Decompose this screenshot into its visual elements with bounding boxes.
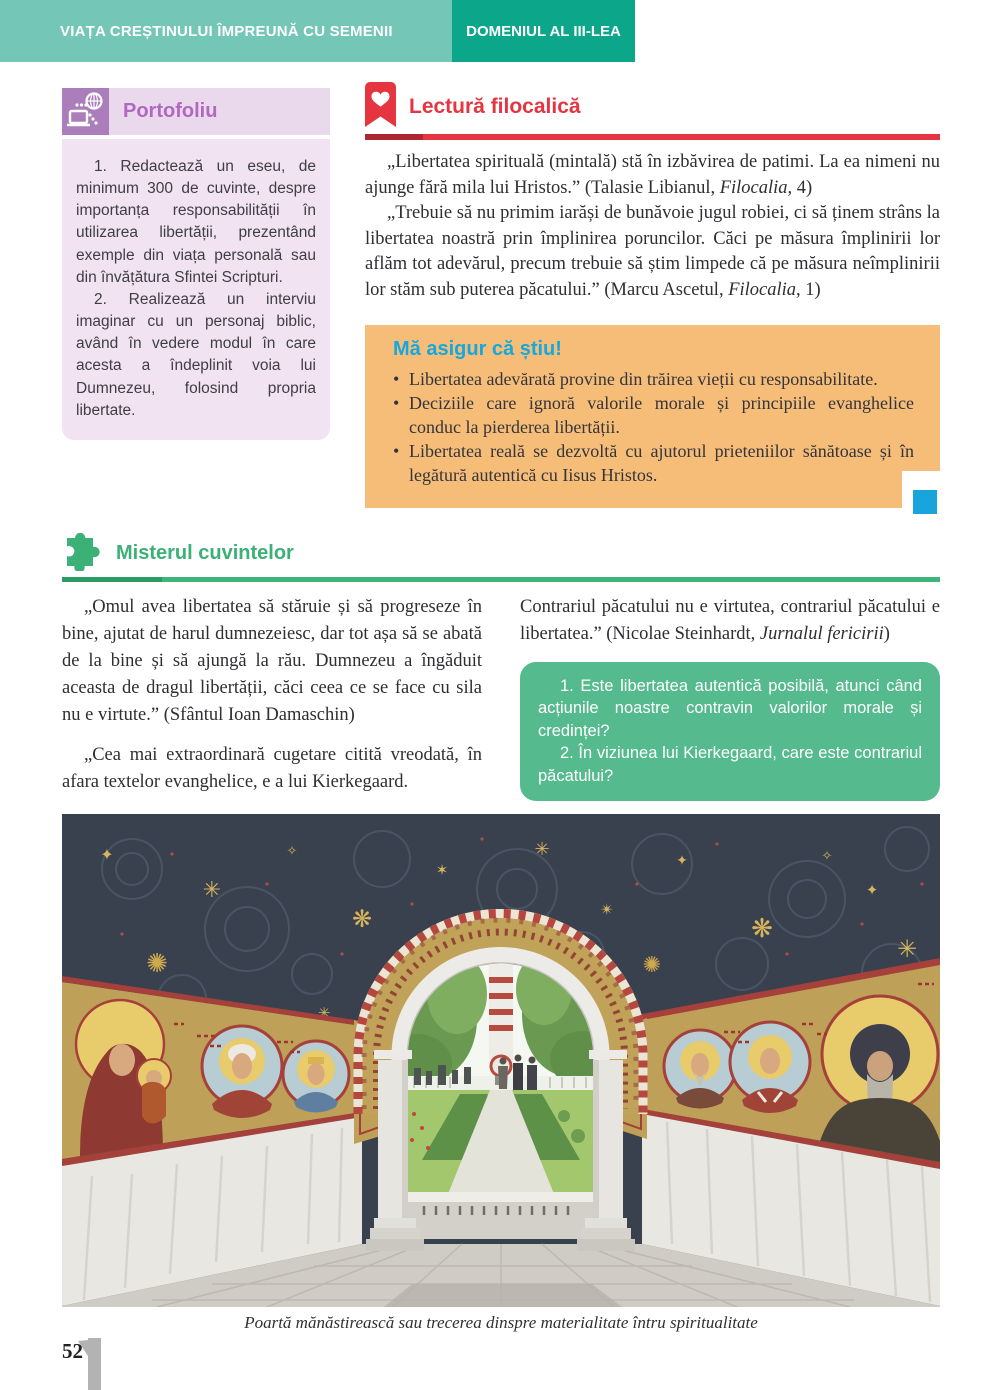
domain-badge xyxy=(452,0,635,62)
lectura-header xyxy=(365,84,940,130)
svg-text:❋: ❋ xyxy=(351,905,373,933)
know-bullet-1: • Libertatea adevărată provine din trăirea vieții cu responsabilitate. xyxy=(393,368,914,392)
svg-text:✧: ✧ xyxy=(821,849,833,864)
portfolio-task-2: 2. Realizează un interviu imaginar cu un personaj biblic, având în vedere modul în care acesta a îndeplinit voia lui Dumnezeu, folosind propria libertate. xyxy=(76,290,316,419)
portfolio-title-bar xyxy=(109,88,330,135)
svg-text:✳: ✳ xyxy=(896,935,918,963)
right-column xyxy=(520,594,940,801)
mystery-rule xyxy=(62,577,940,582)
portfolio-tasks xyxy=(62,139,330,440)
lectura-rule xyxy=(365,134,940,140)
chapter-title: VIAȚA CREȘTINULUI ÎMPREUNĂ CU SEMENII xyxy=(60,22,393,40)
svg-text:✶: ✶ xyxy=(435,861,449,879)
svg-text:✴: ✴ xyxy=(600,900,614,919)
lectura-quote-1: „Libertatea spirituală (mintală) stă în izbăvirea de patimi. La ea nimeni nu ajunge fără mila lui Hristos.” (Talasie Libianul, Filocalia, 4) xyxy=(365,152,940,198)
top-band xyxy=(0,0,635,62)
domain-label: DOMENIUL AL III-LEA xyxy=(466,22,621,40)
laptop-globe-icon xyxy=(62,88,109,135)
know-box xyxy=(365,325,940,508)
svg-text:❋: ❋ xyxy=(751,914,773,944)
corner-marker xyxy=(902,471,948,521)
left-column xyxy=(62,594,482,801)
svg-text:✺: ✺ xyxy=(642,953,662,978)
svg-text:✳: ✳ xyxy=(317,1004,331,1022)
portfolio-title: Portofoliu xyxy=(123,100,218,122)
bookmark-tab-icon xyxy=(88,1338,101,1390)
know-box-list xyxy=(393,368,914,488)
cyan-square-icon xyxy=(913,490,937,514)
chapter-band xyxy=(0,0,452,62)
svg-text:✦: ✦ xyxy=(865,881,879,899)
questions-box xyxy=(520,662,940,801)
svg-text:✶: ✶ xyxy=(471,934,483,949)
know-box-title: Mă asigur că știu! xyxy=(393,338,562,360)
mystery-header xyxy=(62,531,940,575)
two-column-text xyxy=(62,594,940,801)
portfolio-task-1: 1. Redactează un eseu, de minimum 300 de cuvinte, despre importanța responsabilității în utilizarea libertății, prezentând exemple din viața personală sau din învățătura Sfintei Scripturi. xyxy=(76,158,316,286)
lectura-section xyxy=(365,84,940,303)
know-bullet-3: • Libertatea reală se dezvoltă cu ajutorul prieteniilor sănătoase și în legătură autentică cu Iisus Hristos. xyxy=(393,440,914,488)
svg-text:✦: ✦ xyxy=(100,845,114,864)
damaschin-quote: „Omul avea libertatea să stăruie și să progreseze în bine, ajutat de harul dumnezeiesc, dar tot așa să se abată de la bine și să ajungă la rău. Dumnezeu a îngăduit aceasta de dragul libertății, căci ceea ce se face cu sila nu e virtute.” (Sfântul Ioan Damaschin) xyxy=(62,597,482,725)
svg-text:✳: ✳ xyxy=(534,839,550,860)
question-2: 2. În viziunea lui Kierkegaard, care este contrariul păcatului? xyxy=(538,744,922,785)
know-bullet-2: • Deciziile care ignoră valorile morale și principiile evanghelice conduc la pierderea libertății. xyxy=(393,392,914,440)
monastery-gate-photo xyxy=(62,814,940,1307)
svg-text:✺: ✺ xyxy=(146,949,168,979)
page-footer xyxy=(62,1338,101,1390)
bookmark-heart-icon xyxy=(365,82,396,132)
svg-text:✦: ✦ xyxy=(676,853,688,869)
photo-caption: Poartă mănăstirească sau trecerea dinspre materialitate întru spiritualitate xyxy=(244,1313,758,1332)
lectura-text xyxy=(365,150,940,303)
portfolio-header xyxy=(62,88,330,135)
page-number: 52 xyxy=(62,1339,83,1363)
mystery-title: Misterul cuvintelor xyxy=(116,541,294,564)
kierkegaard-quote-end: Contrariul păcatului nu e virtutea, contrariul păcatului e libertatea.” (Nicolae Steinhardt, Jurnalul fericirii) xyxy=(520,597,940,644)
svg-text:✳: ✳ xyxy=(202,878,222,903)
lectura-title: Lectură filocalică xyxy=(409,95,581,118)
kierkegaard-quote-start: „Cea mai extraordinară cugetare citită vreodată, în afara textelor evanghelice, e a lui Kierkegaard. xyxy=(62,745,482,792)
svg-text:✧: ✧ xyxy=(286,844,298,859)
puzzle-piece-icon xyxy=(62,531,102,576)
question-1: 1. Este libertatea autentică posibilă, atunci când acțiunile noastre contravin valorilor morale și credinței? xyxy=(538,677,922,740)
lectura-quote-2: „Trebuie să nu primim iarăși de bunăvoie jugul robiei, ci să ținem strâns la libertatea noastră prin împlinirea poruncilor. Căci pe măsura împlinirii lor aflăm tot adevărul, precum trebuie să știm limpede că pe măsura neîmplinirii lor stăm sub puterea păcatului.” (Marcu Ascetul, Filocalia, 1) xyxy=(365,203,940,300)
